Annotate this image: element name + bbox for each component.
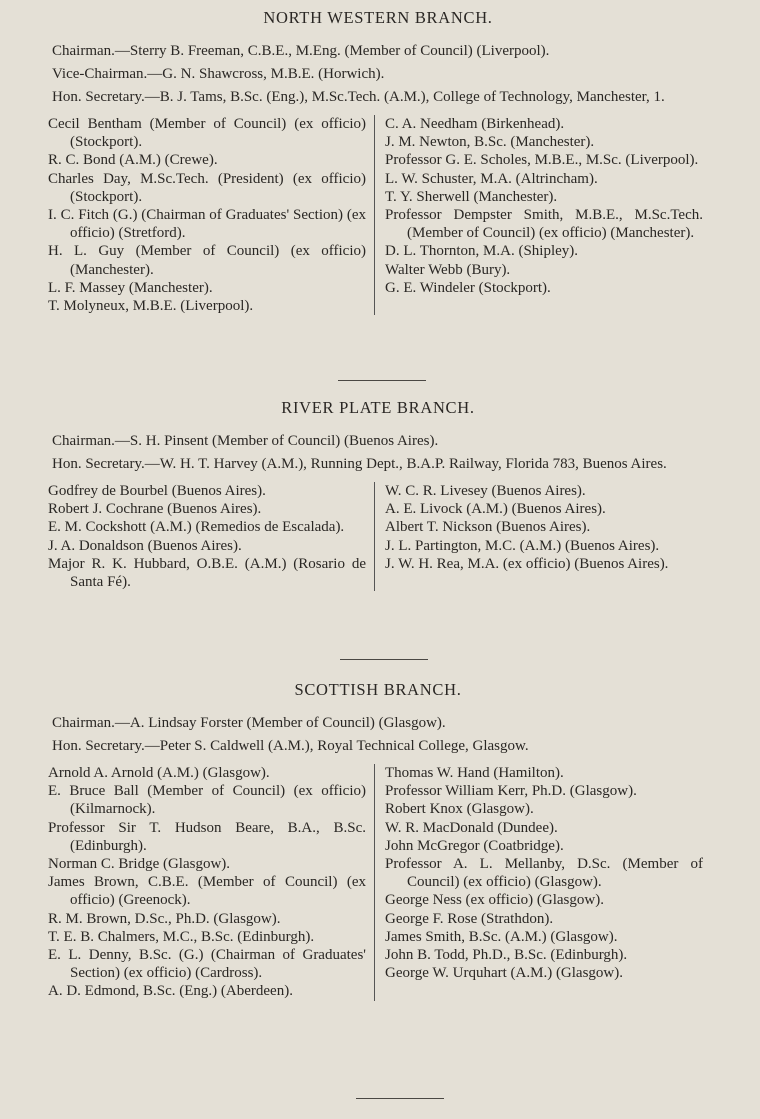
branch-north-western [48,8,708,315]
section-divider [340,659,428,660]
member-entry: D. L. Thornton, M.A. (Shipley). [385,243,579,260]
member-entry: R. M. Brown, D.Sc., Ph.D. (Glasgow). [48,910,281,927]
member-entry: Robert Knox (Glasgow). [385,801,534,818]
member-entry: Professor G. E. Scholes, M.B.E., M.Sc. (Liverpool). [385,152,699,169]
member-entry: J. W. H. Rea, M.A. (ex officio) (Buenos Aires). [385,555,669,572]
member-column-left [48,115,375,315]
member-entry: E. L. Denny, B.Sc. (G.) (Chairman of Graduates' Section) (ex officio) (Cardross). [48,947,366,982]
officer-chairman: Chairman.—Sterry B. Freeman, C.B.E., M.Eng. (Member of Council) (Liverpool). [52,43,550,59]
member-entry: John McGregor (Coatbridge). [385,837,564,854]
member-entry: Walter Webb (Bury). [385,261,511,278]
member-entry: T. Molyneux, M.B.E. (Liverpool). [48,298,254,315]
member-columns [48,764,708,1001]
member-entry: Professor Dempster Smith, M.B.E., M.Sc.Tech. (Member of Council) (ex officio) (Manchester). [385,207,703,242]
member-column-left [48,764,375,1001]
member-entry: J. M. Newton, B.Sc. (Manchester). [385,134,595,151]
member-entry: Arnold A. Arnold (A.M.) (Glasgow). [48,765,270,781]
section-divider [356,1098,444,1099]
member-entry: A. E. Livock (A.M.) (Buenos Aires). [385,501,606,518]
member-entry: E. Bruce Ball (Member of Council) (ex officio) (Kilmarnock). [48,783,366,818]
member-entry: Godfrey de Bourbel (Buenos Aires). [48,483,266,499]
member-column-right [375,764,703,1001]
officer-chairman: Chairman.—S. H. Pinsent (Member of Council) (Buenos Aires). [52,433,439,449]
member-entry: J. L. Partington, M.C. (A.M.) (Buenos Aires). [385,537,660,554]
member-entry: Major R. K. Hubbard, O.B.E. (A.M.) (Rosario de Santa Fé). [48,555,366,591]
member-entry: Charles Day, M.Sc.Tech. (President) (ex officio) (Stockport). [48,170,366,205]
branch-river-plate [48,398,708,591]
member-columns [48,482,708,591]
member-entry: J. A. Donaldson (Buenos Aires). [48,537,242,554]
member-entry: George F. Rose (Strathdon). [385,910,554,927]
member-entry: T. E. B. Chalmers, M.C., B.Sc. (Edinburgh). [48,928,315,945]
member-entry: James Brown, C.B.E. (Member of Council) (ex officio) (Greenock). [48,874,366,909]
branch-heading: SCOTTISH BRANCH. [294,680,462,699]
member-entry: E. M. Cockshott (A.M.) (Remedios de Escalada). [48,519,345,536]
member-entry: Professor William Kerr, Ph.D. (Glasgow). [385,783,637,800]
member-entry: George Ness (ex officio) (Glasgow). [385,892,604,909]
officer-vice-chairman: Vice-Chairman.—G. N. Shawcross, M.B.E. (Horwich). [52,66,385,82]
member-entry: G. E. Windeler (Stockport). [385,279,551,296]
member-entry: Professor Sir T. Hudson Beare, B.A., B.Sc. (Edinburgh). [48,819,366,854]
member-entry: L. F. Massey (Manchester). [48,279,213,296]
officer-hon-secretary: Hon. Secretary.—B. J. Tams, B.Sc. (Eng.), M.Sc.Tech. (A.M.), College of Technology, Manchester, 1. [52,89,665,105]
member-entry: James Smith, B.Sc. (A.M.) (Glasgow). [385,928,618,945]
officer-chairman: Chairman.—A. Lindsay Forster (Member of Council) (Glasgow). [52,715,446,731]
member-entry: A. D. Edmond, B.Sc. (Eng.) (Aberdeen). [48,983,293,1000]
officer-hon-secretary: Hon. Secretary.—W. H. T. Harvey (A.M.), Running Dept., B.A.P. Railway, Florida 783, Buenos Aires. [52,456,667,472]
member-entry: George W. Urquhart (A.M.) (Glasgow). [385,965,624,982]
member-entry: L. W. Schuster, M.A. (Altrincham). [385,170,598,187]
section-divider [338,380,426,381]
member-entry: Professor A. L. Mellanby, D.Sc. (Member of Council) (ex officio) (Glasgow). [385,856,703,891]
branch-heading: NORTH WESTERN BRANCH. [263,8,493,27]
branch-heading: RIVER PLATE BRANCH. [281,398,475,417]
branch-scottish [48,680,708,1001]
member-entry: C. A. Needham (Birkenhead). [385,116,565,132]
member-entry: I. C. Fitch (G.) (Chairman of Graduates' Section) (ex officio) (Stretford). [48,207,366,242]
member-entry: John B. Todd, Ph.D., B.Sc. (Edinburgh). [385,947,628,964]
member-entry: Robert J. Cochrane (Buenos Aires). [48,501,262,518]
member-entry: H. L. Guy (Member of Council) (ex officio) (Manchester). [48,243,366,278]
member-column-left [48,482,375,591]
member-entry: T. Y. Sherwell (Manchester). [385,188,558,205]
officer-hon-secretary: Hon. Secretary.—Peter S. Caldwell (A.M.), Royal Technical College, Glasgow. [52,738,529,754]
member-column-right [375,115,703,315]
member-entry: Norman C. Bridge (Glasgow). [48,856,231,873]
member-entry: Cecil Bentham (Member of Council) (ex officio) (Stockport). [48,116,366,151]
member-entry: Albert T. Nickson (Buenos Aires). [385,519,591,536]
member-entry: W. C. R. Livesey (Buenos Aires). [385,483,586,499]
member-columns [48,115,708,315]
member-entry: R. C. Bond (A.M.) (Crewe). [48,152,218,169]
member-entry: Thomas W. Hand (Hamilton). [385,765,564,781]
member-column-right [375,482,703,591]
member-entry: W. R. MacDonald (Dundee). [385,819,558,836]
